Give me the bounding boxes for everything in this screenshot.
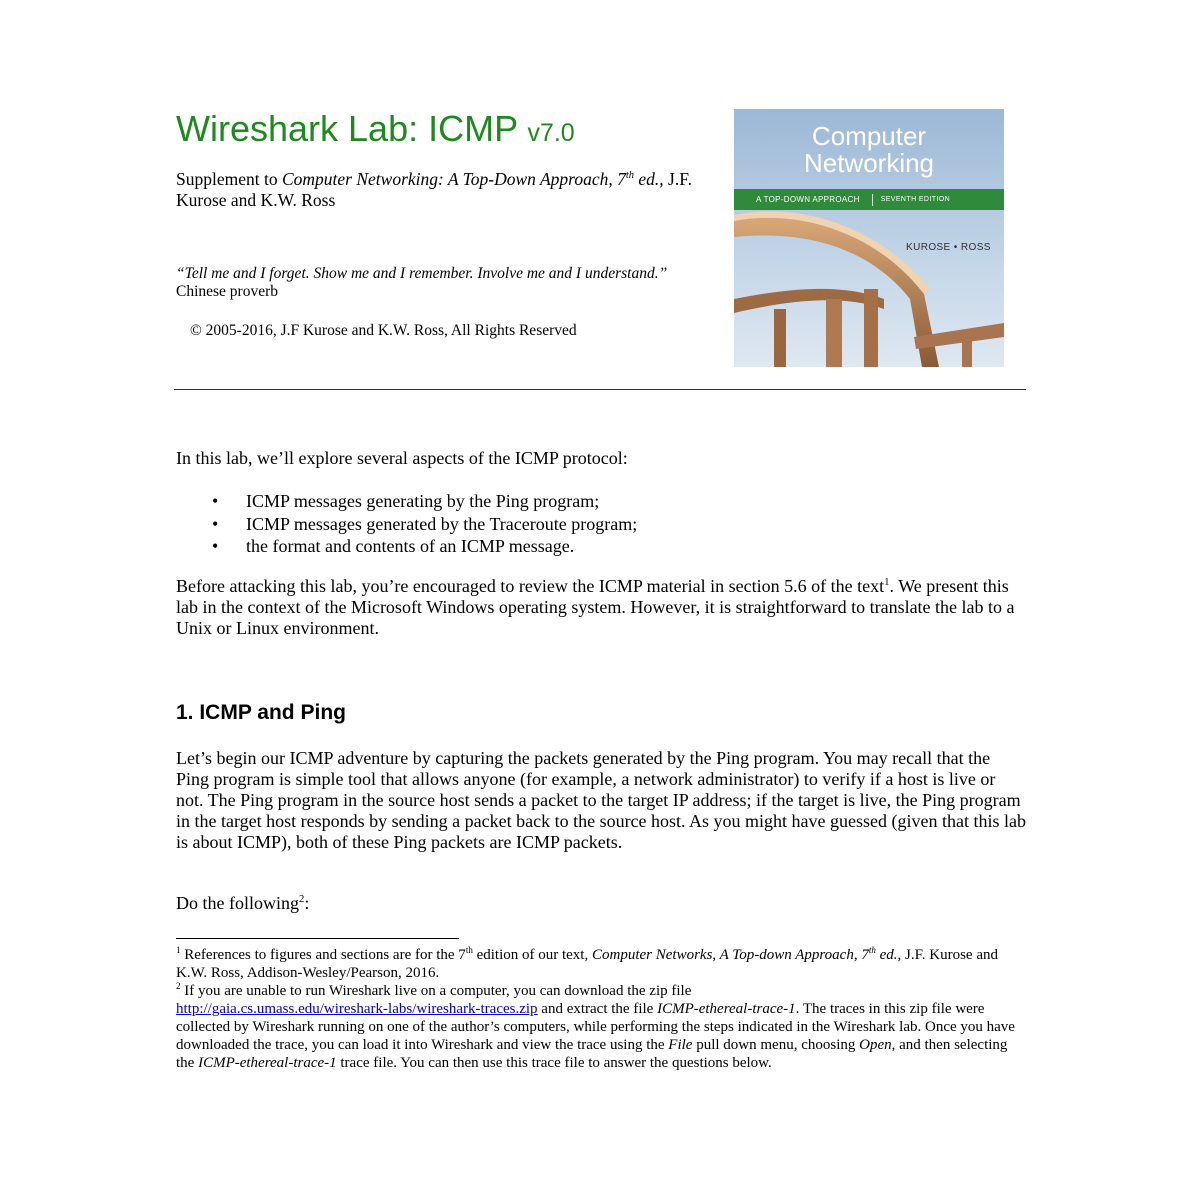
list-item-text: ICMP messages generated by the Traceroute program;: [246, 513, 638, 534]
list-item: [176, 490, 1026, 513]
footnote-divider: [176, 938, 459, 939]
footnote-2-text-a: If you are unable to run Wireshark live on a computer, you can download the zip file: [180, 983, 692, 999]
bullet-icon: •: [212, 491, 219, 511]
footnote-ref-1[interactable]: 1: [884, 576, 890, 588]
list-item-text: ICMP messages generating by the Ping program;: [246, 491, 600, 511]
supplement-prefix: Supplement to: [176, 169, 282, 189]
title-text: Wireshark Lab: ICMP: [176, 108, 518, 149]
quote-text: “Tell me and I forget. Show me and I remember. Involve me and I understand.”: [176, 265, 668, 282]
footnote-2-trace-file: ICMP-ethereal-trace-1: [657, 1001, 796, 1017]
footnote-2-open: Open: [859, 1037, 892, 1053]
header-divider: [174, 389, 1026, 390]
list-item-text: the format and contents of an ICMP message.: [246, 536, 575, 556]
footnote-1: [176, 946, 1026, 982]
supplement-authors: J.F. Kurose and K.W. Ross: [176, 169, 692, 210]
cover-band: [734, 189, 1004, 210]
cover-title-line2: Networking: [803, 148, 935, 178]
cover-authors: KUROSE • ROSS: [906, 242, 991, 253]
intro-bullet-list: [176, 490, 1026, 558]
footnote-1-text-b: edition of our text,: [472, 947, 592, 963]
cover-subtitle: A TOP-DOWN APPROACH: [756, 195, 860, 204]
proverb-quote: [176, 265, 716, 301]
book-cover-image: [734, 109, 1004, 367]
traces-zip-link[interactable]: http://gaia.cs.umass.edu/wireshark-labs/wireshark-traces.zip: [176, 1001, 538, 1017]
list-item: [176, 513, 1026, 536]
bullet-icon: •: [212, 513, 219, 534]
do-following-text: Do the following: [176, 893, 299, 913]
footnote-2-text-e: , and then selecting the: [176, 1037, 1008, 1071]
footnote-2-text-d: pull down menu, choosing: [692, 1037, 860, 1053]
copyright-notice: © 2005-2016, J.F Kurose and K.W. Ross, All Rights Reserved: [190, 322, 577, 339]
book-title: Computer Networking: A Top-Down Approach, 7: [281, 169, 626, 189]
cover-title-line1: Computer: [811, 121, 927, 151]
do-following-colon: :: [304, 893, 310, 913]
footnote-1-title-sup: th: [868, 945, 876, 955]
quote-attribution: Chinese proverb: [176, 283, 279, 300]
footnote-2-text-f: trace file. You can then use this trace file to answer the questions below.: [336, 1055, 772, 1071]
footnote-1-book-title: Computer Networks, A Top-down Approach, 7: [591, 947, 869, 963]
bullet-icon: •: [212, 536, 219, 556]
footnote-2-text-b: and extract the file: [537, 1001, 658, 1017]
footnotes: [176, 946, 1026, 1072]
intro-text: In this lab, we’ll explore several aspects of the ICMP protocol:: [176, 448, 628, 468]
edition-suffix: ed.,: [634, 169, 664, 189]
paragraph-review: [176, 576, 1026, 639]
paragraph-ping: Let’s begin our ICMP adventure by capturing the packets generated by the Ping program. You may recall that the Ping program is simple tool that allows anyone (for example, a network administrator) to verify if a host is live or not. The Ping program in the source host sends a packet to the target IP address; if the target is live, the Ping program in the target host responds by sending a packet back to the source host. As you might have guessed (given that this lab is about ICMP), both of these Ping packets are ICMP packets.: [176, 748, 1026, 852]
cover-band-divider: [872, 194, 873, 206]
edition-sup: th: [625, 170, 635, 182]
footnote-2-number: 2: [176, 981, 181, 991]
list-item: [176, 535, 1026, 558]
footnote-1-number: 1: [176, 945, 181, 955]
footnote-2-text-c: . The traces in this zip file were collected by Wireshark running on one of the author’s computers, while performing the steps indicated in the Wireshark lab. Once you have downloaded the trace, you can load it into Wireshark and view the trace using the: [176, 1001, 1015, 1053]
footnote-2: [176, 982, 1026, 1072]
supplement-line: [176, 169, 716, 211]
footnote-2-trace-file-2: ICMP-ethereal-trace-1: [198, 1055, 337, 1071]
page-title: [176, 108, 575, 150]
footnote-ref-2[interactable]: 2: [299, 893, 305, 905]
title-version: v7.0: [527, 119, 575, 147]
do-following-line: [176, 893, 1026, 914]
footnote-2-file-menu: File: [668, 1037, 693, 1053]
paragraph-review-part2: . We present this lab in the context of the Microsoft Windows operating system. However, it is straightforward to translate the lab to a Unix or Linux environment.: [176, 576, 1015, 638]
paragraph-review-part1: Before attacking this lab, you’re encouraged to review the ICMP material in section 5.6 of the text: [176, 576, 885, 596]
footnote-1-title-end: ed.,: [875, 947, 902, 963]
section-heading: 1. ICMP and Ping: [176, 701, 346, 724]
cover-title: [734, 123, 1004, 177]
cover-edition: SEVENTH EDITION: [880, 196, 951, 203]
footnote-1-text-a: References to figures and sections are for the 7: [180, 947, 466, 963]
footnote-1-sup: th: [465, 945, 473, 955]
footnote-1-text-c: J.F. Kurose and K.W. Ross, Addison-Wesley/Pearson, 2016.: [176, 947, 998, 981]
